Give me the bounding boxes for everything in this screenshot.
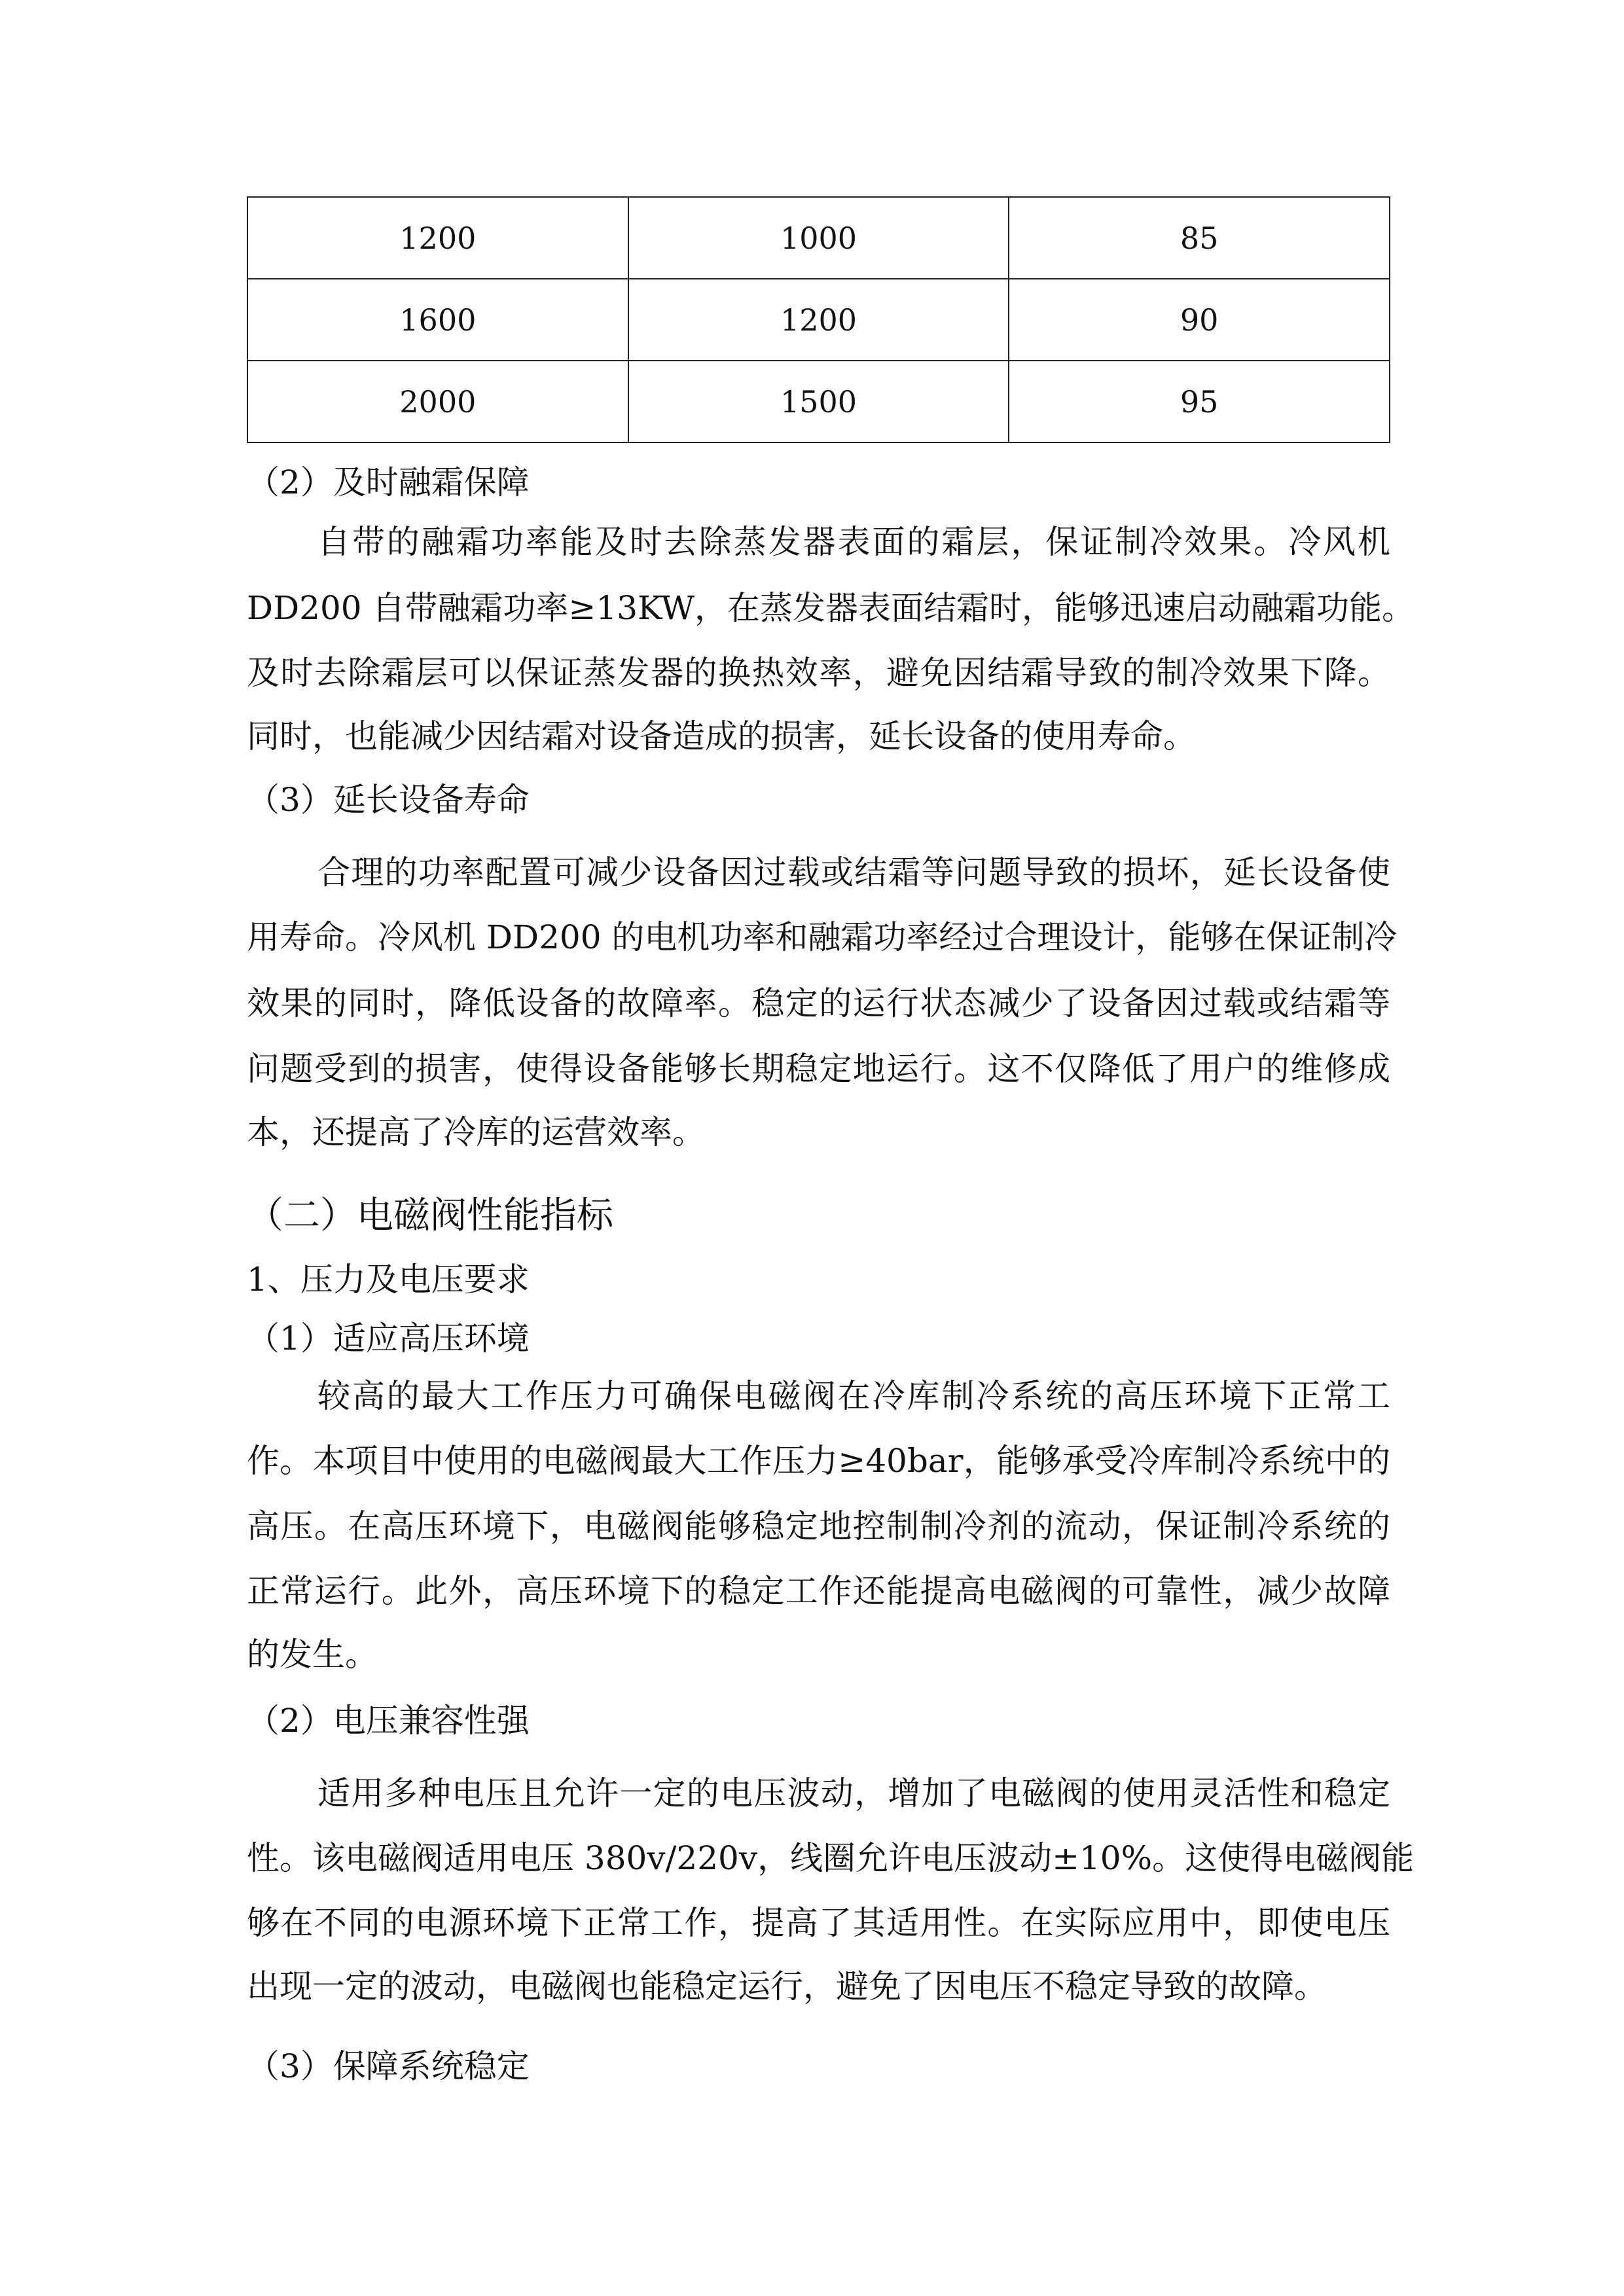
subheading-voltage: （2）电压兼容性强: [247, 1702, 530, 1740]
table-cell: 1200: [247, 197, 628, 279]
table-cell: 85: [1009, 197, 1390, 279]
paragraph-line: 作。本项目中使用的电磁阀最大工作压力≥40bar，能够承受冷库制冷系统中的: [247, 1442, 1390, 1480]
paragraph-line: 适用多种电压且允许一定的电压波动，增加了电磁阀的使用灵活性和稳定: [317, 1774, 1390, 1812]
paragraph-line: 自带的融霜功率能及时去除蒸发器表面的霜层，保证制冷效果。冷风机: [317, 523, 1390, 561]
table-cell: 95: [1009, 361, 1390, 442]
subheading-defrost: （2）及时融霜保障: [247, 463, 530, 501]
power-table: [247, 196, 1390, 443]
table-row: [247, 197, 1390, 279]
table-cell: 1600: [247, 279, 628, 361]
table-cell: 1500: [628, 361, 1009, 442]
table-cell: 90: [1009, 279, 1390, 361]
paragraph-line: 性。该电磁阀适用电压 380v/220v，线圈允许电压波动±10%。这使得电磁阀能: [247, 1839, 1415, 1877]
paragraph-line: DD200 自带融霜功率≥13KW，在蒸发器表面结霜时，能够迅速启动融霜功能。: [247, 589, 1415, 627]
subheading-life: （3）延长设备寿命: [247, 781, 530, 819]
paragraph-line: 及时去除霜层可以保证蒸发器的换热效率，避免因结霜导致的制冷效果下降。: [247, 654, 1390, 692]
paragraph-line: 同时，也能减少因结霜对设备造成的损害，延长设备的使用寿命。: [247, 717, 1196, 755]
section-heading: （二）电磁阀性能指标: [247, 1194, 613, 1237]
subheading-high-pressure: （1）适应高压环境: [247, 1319, 530, 1357]
table-row: [247, 279, 1390, 361]
paragraph-line: 正常运行。此外，高压环境下的稳定工作还能提高电磁阀的可靠性，减少故障: [247, 1572, 1390, 1610]
table-cell: 2000: [247, 361, 628, 442]
paragraph-line: 够在不同的电源环境下正常工作，提高了其适用性。在实际应用中，即使电压: [247, 1904, 1390, 1942]
paragraph-line: 的发生。: [247, 1636, 378, 1674]
paragraph-line: 效果的同时，降低设备的故障率。稳定的运行状态减少了设备因过载或结霜等: [247, 984, 1390, 1022]
paragraph-line: 较高的最大工作压力可确保电磁阀在冷库制冷系统的高压环境下正常工: [317, 1377, 1390, 1415]
paragraph-line: 用寿命。冷风机 DD200 的电机功率和融霜功率经过合理设计，能够在保证制冷: [247, 918, 1398, 956]
paragraph-line: 合理的功率配置可减少设备因过载或结霜等问题导致的损坏，延长设备使: [317, 853, 1390, 891]
table-row: [247, 361, 1390, 442]
paragraph-line: 本，还提高了冷库的运营效率。: [247, 1113, 705, 1151]
paragraph-line: 出现一定的波动，电磁阀也能稳定运行，避免了因电压不稳定导致的故障。: [247, 1967, 1327, 2005]
table-cell: 1000: [628, 197, 1009, 279]
subsection-heading: 1、压力及电压要求: [247, 1261, 530, 1299]
subheading-stability: （3）保障系统稳定: [247, 2047, 530, 2085]
paragraph-line: 问题受到的损害，使得设备能够长期稳定地运行。这不仅降低了用户的维修成: [247, 1050, 1390, 1088]
table-cell: 1200: [628, 279, 1009, 361]
paragraph-line: 高压。在高压环境下，电磁阀能够稳定地控制制冷剂的流动，保证制冷系统的: [247, 1507, 1390, 1545]
